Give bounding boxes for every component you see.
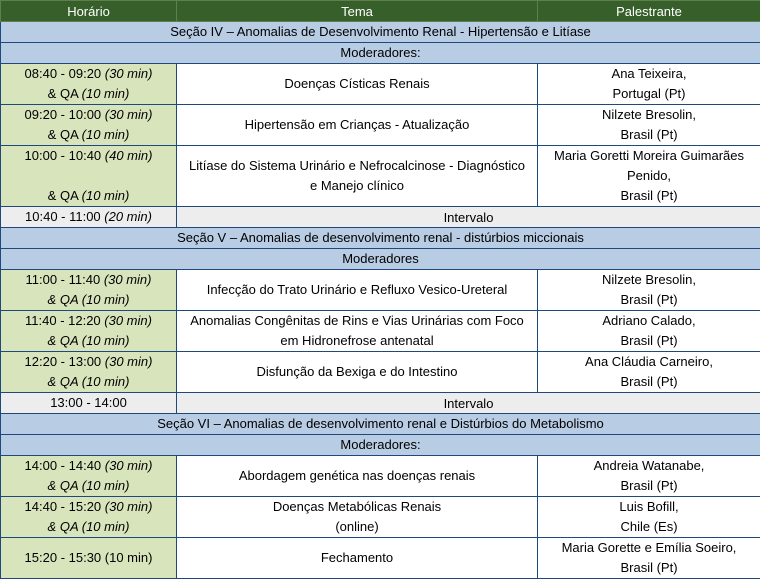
speaker-cell: Andreia Watanabe, Brasil (Pt) (538, 456, 760, 497)
break-row (1, 393, 760, 414)
time-cell: 13:00 - 14:00 (1, 393, 177, 414)
table-row (1, 64, 760, 105)
break-label: Intervalo (177, 207, 760, 228)
topic-cell: Doenças Císticas Renais (177, 64, 538, 105)
time-cell: 15:20 - 15:30 (10 min) (1, 538, 177, 579)
time-cell: 10:40 - 11:00 (20 min) (1, 207, 177, 228)
session-title-row (1, 22, 760, 43)
session-title: Seção V – Anomalias de desenvolvimento renal - distúrbios miccionais (1, 228, 760, 249)
speaker-cell: Nilzete Bresolin, Brasil (Pt) (538, 105, 760, 146)
topic-cell: Abordagem genética nas doenças renais (177, 456, 538, 497)
time-cell: 14:00 - 14:40 (30 min) & QA (10 min) (1, 456, 177, 497)
speaker-cell: Adriano Calado, Brasil (Pt) (538, 311, 760, 352)
table-row (1, 456, 760, 497)
moderators-row (1, 249, 760, 270)
table-row (1, 497, 760, 538)
time-cell: 12:20 - 13:00 (30 min) & QA (10 min) (1, 352, 177, 393)
time-cell: 11:40 - 12:20 (30 min) & QA (10 min) (1, 311, 177, 352)
topic-cell: Infecção do Trato Urinário e Refluxo Vesico-Ureteral (177, 270, 538, 311)
table-row (1, 538, 760, 579)
moderators-row (1, 435, 760, 456)
topic-cell: Fechamento (177, 538, 538, 579)
time-cell: 14:40 - 15:20 (30 min) & QA (10 min) (1, 497, 177, 538)
table-row (1, 311, 760, 352)
table-row (1, 146, 760, 207)
break-row (1, 207, 760, 228)
topic-cell: Doenças Metabólicas Renais (online) (177, 497, 538, 538)
speaker-cell: Ana Teixeira, Portugal (Pt) (538, 64, 760, 105)
moderators-row (1, 43, 760, 64)
time-cell: 11:00 - 11:40 (30 min) & QA (10 min) (1, 270, 177, 311)
time-cell: 10:00 - 10:40 (40 min) & QA (10 min) (1, 146, 177, 207)
header-row (1, 1, 760, 22)
speaker-cell: Maria Gorette e Emília Soeiro, Brasil (Pt) (538, 538, 760, 579)
speaker-cell: Luis Bofill, Chile (Es) (538, 497, 760, 538)
session-title: Seção IV – Anomalias de Desenvolvimento Renal - Hipertensão e Litíase (1, 22, 760, 43)
speaker-cell: Nilzete Bresolin, Brasil (Pt) (538, 270, 760, 311)
table-row (1, 270, 760, 311)
session-title-row (1, 228, 760, 249)
header-speaker: Palestrante (538, 1, 760, 22)
moderators-label: Moderadores (1, 249, 760, 270)
session-title-row (1, 414, 760, 435)
speaker-cell: Ana Cláudia Carneiro, Brasil (Pt) (538, 352, 760, 393)
header-topic: Tema (177, 1, 538, 22)
table-row (1, 105, 760, 146)
break-label: Intervalo (177, 393, 760, 414)
topic-cell: Disfunção da Bexiga e do Intestino (177, 352, 538, 393)
header-time: Horário (1, 1, 177, 22)
topic-cell: Litíase do Sistema Urinário e Nefrocalcinose - Diagnóstico e Manejo clínico (177, 146, 538, 207)
moderators-label: Moderadores: (1, 435, 760, 456)
moderators-label: Moderadores: (1, 43, 760, 64)
table-row (1, 352, 760, 393)
topic-cell: Anomalias Congênitas de Rins e Vias Urinárias com Foco em Hidronefrose antenatal (177, 311, 538, 352)
time-cell: 09:20 - 10:00 (30 min) & QA (10 min) (1, 105, 177, 146)
topic-cell: Hipertensão em Crianças - Atualização (177, 105, 538, 146)
session-title: Seção VI – Anomalias de desenvolvimento renal e Distúrbios do Metabolismo (1, 414, 760, 435)
speaker-cell: Maria Goretti Moreira Guimarães Penido, Brasil (Pt) (538, 146, 760, 207)
time-cell: 08:40 - 09:20 (30 min) & QA (10 min) (1, 64, 177, 105)
